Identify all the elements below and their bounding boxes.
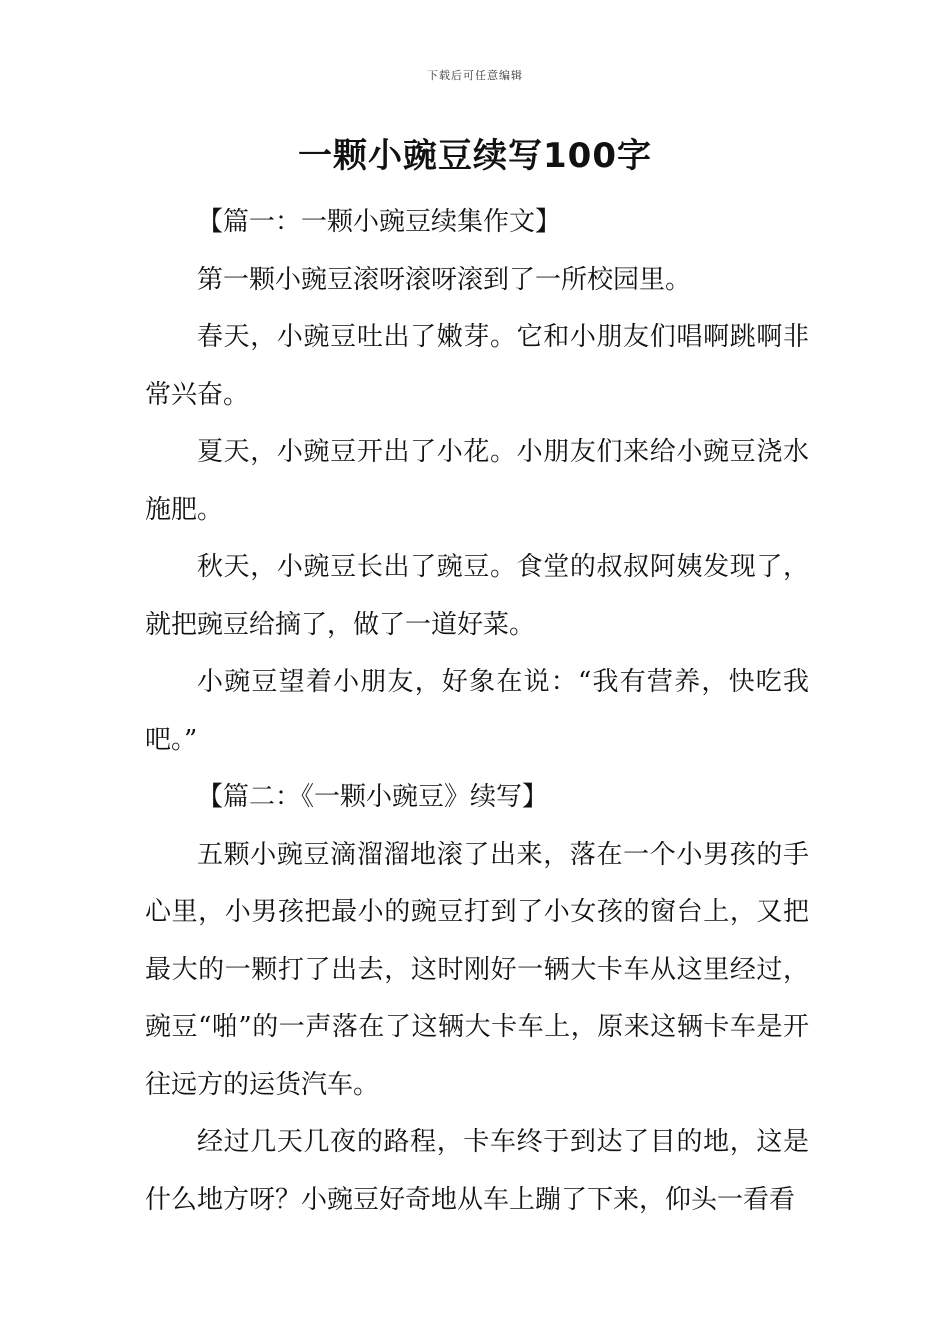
paragraph: 第一颗小豌豆滚呀滚呀滚到了一所校园里。 (197, 264, 692, 295)
paragraph: 经过几天几夜的路程，卡车终于到达了目的地，这是什么地方呀？小豌豆好奇地从车上蹦了下来，仰头一看看 (145, 1127, 809, 1215)
section-heading-1: 【篇一：一颗小豌豆续集作文】 (197, 207, 562, 237)
paragraph: 五颗小豌豆滴溜溜地滚了出来，落在一个小男孩的手心里，小男孩把最小的豌豆打到了小女孩的窗台上，又把最大的一颗打了出去，这时刚好一辆大卡车从这里经过，豌豆“啪”的一声落在了这辆大卡车上，原来这辆卡车是开往远方的运货汽车。 (145, 839, 809, 1100)
section-heading-2: 【篇二：《一颗小豌豆》续写】 (197, 782, 549, 812)
paragraph: 秋天，小豌豆长出了豌豆。食堂的叔叔阿姨发现了，就把豌豆给摘了，做了一道好菜。 (145, 552, 809, 640)
document-body (145, 194, 809, 1229)
document-title: 一颗小豌豆续写100字 (298, 136, 652, 176)
paragraph: 春天，小豌豆吐出了嫩芽。它和小朋友们唱啊跳啊非常兴奋。 (145, 322, 809, 410)
header-note: 下载后可任意编辑 (427, 69, 523, 82)
paragraph: 小豌豆望着小朋友，好象在说：“我有营养，快吃我吧。” (145, 667, 809, 755)
paragraph: 夏天，小豌豆开出了小花。小朋友们来给小豌豆浇水施肥。 (145, 437, 809, 525)
